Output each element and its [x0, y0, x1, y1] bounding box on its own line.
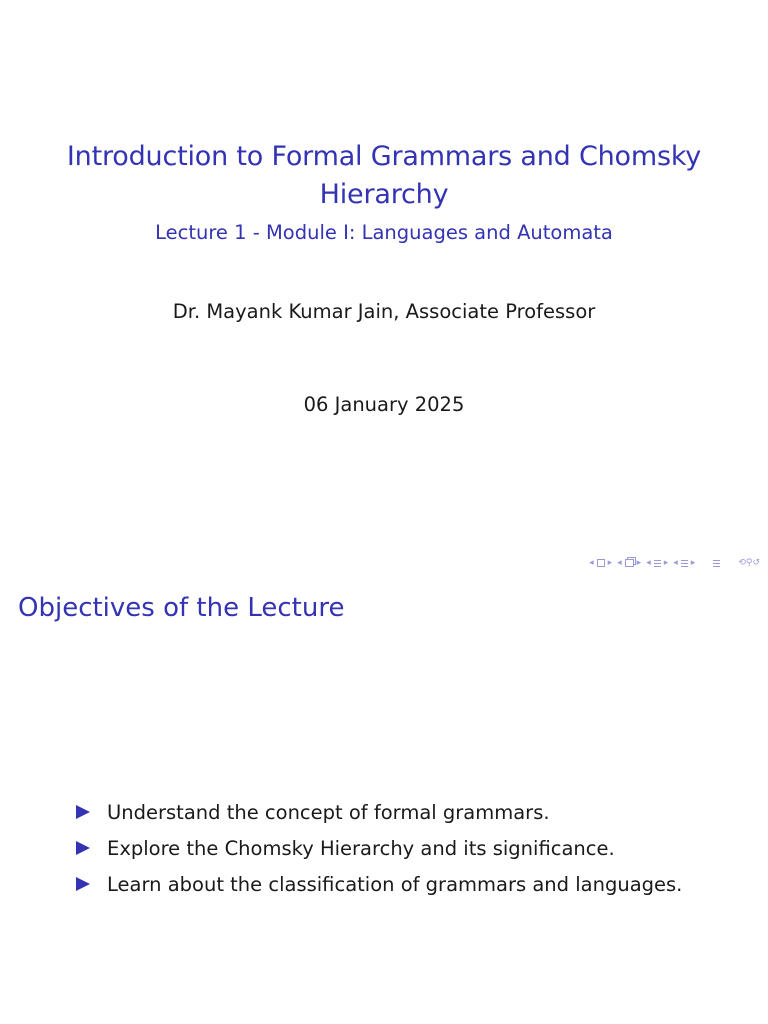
nav-prev-subsection-icon[interactable]: ◂ — [617, 558, 622, 568]
nav-next-section-icon[interactable]: ▸ — [663, 558, 669, 568]
nav-frame-icon[interactable] — [597, 559, 605, 567]
nav-slide-group — [673, 556, 695, 570]
beamer-navigation-bar — [589, 556, 760, 570]
nav-section-icon[interactable] — [654, 560, 661, 567]
objective-text: Explore the Chomsky Hierarchy and its significance. — [107, 836, 615, 860]
nav-subsection-icon[interactable] — [625, 559, 634, 567]
frame-title: Objectives of the Lecture — [18, 593, 345, 623]
nav-next-subsection-icon[interactable]: ▸ — [636, 558, 642, 568]
list-item — [76, 866, 682, 902]
list-item — [76, 794, 682, 830]
author-line: Dr. Mayank Kumar Jain, Associate Professor — [172, 300, 596, 323]
triangle-bullet-icon — [76, 877, 90, 891]
nav-section-group — [646, 556, 668, 570]
title-block — [40, 138, 728, 246]
nav-next-slide-icon[interactable]: ▸ — [690, 558, 696, 568]
nav-next-frame-icon[interactable]: ▸ — [607, 558, 613, 568]
nav-frame-group — [589, 556, 612, 570]
nav-prev-section-icon[interactable]: ◂ — [646, 558, 651, 568]
triangle-bullet-icon — [76, 841, 90, 855]
nav-slide-icon[interactable] — [681, 560, 688, 567]
objective-text: Understand the concept of formal grammars. — [107, 800, 550, 824]
objectives-list — [76, 794, 682, 902]
list-item — [76, 830, 682, 866]
triangle-bullet-icon — [76, 805, 90, 819]
objectives-slide — [0, 576, 768, 1024]
objective-text: Learn about the classification of grammars and languages. — [107, 872, 683, 896]
nav-search-icon[interactable]: ⟲⚲↺ — [738, 558, 760, 568]
nav-subsection-group — [617, 556, 641, 570]
presentation-title: Introduction to Formal Grammars and Chomsky Hierarchy — [66, 141, 702, 210]
nav-prev-frame-icon[interactable]: ◂ — [589, 558, 594, 568]
nav-align-icon[interactable] — [713, 560, 720, 567]
nav-prev-slide-icon[interactable]: ◂ — [673, 558, 678, 568]
date-line: 06 January 2025 — [303, 393, 465, 416]
presentation-subtitle: Lecture 1 - Module I: Languages and Automata — [155, 221, 613, 244]
